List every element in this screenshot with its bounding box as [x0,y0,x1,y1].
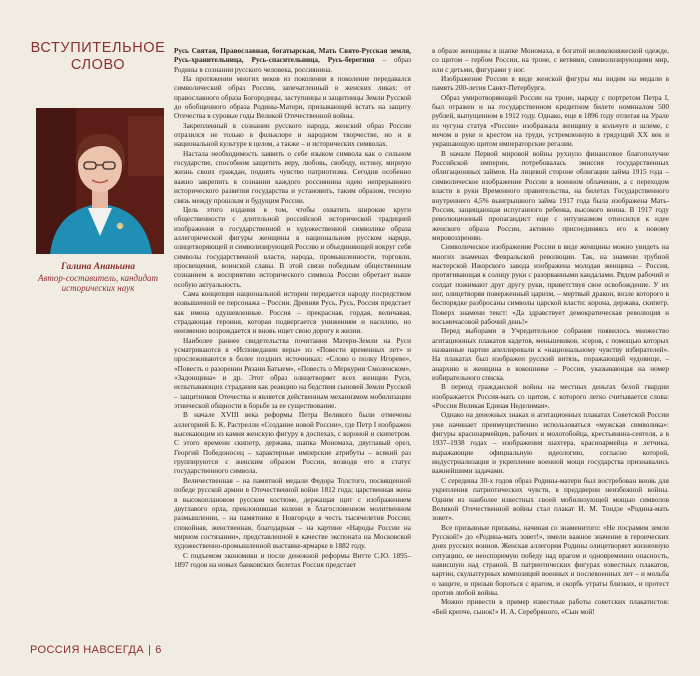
paragraph: В начале Первой мировой войны рухнуло финансовое благополучие Российской империи, потребовалась эмиссия государственных облигационных займов. На лицевой стороне облигации займа 1915 года – символическое изображение России в военном облачении, а с переходом власти в руки Временного правительства, на билетах Государственного внутреннего 4,5% выигрышного займа 1917 года была изображена Мать-Россия, защищающая испуганного ребенка, высокого воина. В 1917 году революционный пропагандист еще с энтузиазмом относился к идее женского образа России, активно присоединяясь его к новому мировоззрению. [432,149,669,242]
paragraph: Наиболее раннее свидетельства почитания Матери-Земли на Руси усматриваются в «Исповедании веры» из «Повести временных лет» и прослеживаются в более поздних источниках: «Слово о полку Игореве», «Повесть о разорении Рязани Батыем», «Повесть о Меркурии Смоленском», «Задонщина» и др. Этот образ олицетворяет всех женщин Руси, испытывающих страдания как реакцию на бедствия сыновей Земли Русской – защитников Отечества и является действенным механизмом мобилизации этнической общности в борьбе за ее существование. [174,336,411,411]
section-title [28,40,168,74]
text-column-1 [174,47,411,570]
paragraph: Однако на денежных знаках и агитационных плакатах Советской России уже начинает преимущественно использоваться «мужская символика»: фигуры красноармейцев, рабочих и молотобойца, крестьянина-сеятеля, а в 1937–1938 годах – изображения шахтера, красноармейца и летчика, выражающие официальную идеологию, согласно которой, индустриализация и укрепление военной мощи государства признавались важнейшими задачами. [432,411,669,476]
paragraph: С середины 30-х годов образ Родины-матери был востребован вновь для укрепления патриотических чувств, в преддверии неизбежной войны. Одним из наиболее известных своей мобилизующей мощью символов Великой Отечественной войны стал плакат И. М. Тоидзе «Родина-мать зовет». [432,476,669,523]
section-title-line-1: ВСТУПИТЕЛЬНОЕ [30,40,166,56]
section-title-line-2: СЛОВО [70,57,126,73]
paragraph: Закрепленный в сознании русского народа, женский образ России отразился не только в фольклоре и народном творчестве, но и в национальной культуре в целом, а также – и исторических символах. [174,121,411,149]
paragraph: Величественная – на памятной медали Федора Толстого, посвященной победе русской армии в Отечественной войне 1812 года; царственная жена в высокоплановом русском костюме, держащая щит с изображением двуглавого орла, преклонившая колени в благословенном молитвенном размышлении, – на памятнике в Новгороде в честь тысячелетия России; спокойная, женственная, благодарная – на картине «Народы России на мирном состязании», представленной в качестве экспоната на Московской художественно-промышленной выставке-ярмарке в 1882 году. [174,476,411,551]
paragraph: Настала необходимость заявить о себе языком символа как о сильном государстве, способном защитить веру, любовь, свободу, истину, мирную жизнь своих граждан, поднять чувство патриотизма. Сегодня особенно важно закрепить в сознании каждого россиянина идею непрерывного исторического развития государства и установить, таким образом, тесную связь между прошлым и будущим России. [174,149,411,205]
footer-title: РОССИЯ НАВСЕГДА [30,644,144,656]
lead-rest: – образ Родины в сознании русского человека, россиянина. [174,56,411,74]
paragraph: Перед выборами в Учредительное собрание появилось множество агитационных плакатов кадетов, меньшевиков, эсеров, с помощью которых названные партии апеллировали к «национальному чувству избирателей». На плакатах был изображен русский витязь, поражающий чудовище, – анархию и женщина в кокошнике – Россия, указывающая на номер избирательного списка. [432,327,669,383]
footer-separator: | [148,644,152,656]
paragraph: Можно привести в пример известные работы советских плакатистов: «Бей крепче, сынок!» И. А. Серебряного, «Сын мой! [432,598,669,616]
paragraph: В период гражданской войны на местных деньгах белой гвардии изображается Россия-мать со щитом, с которого легко считывается слова: «Россия Великая Единая Неделимая». [432,383,669,411]
author-portrait [36,108,164,254]
paragraph: На протяжении многих веков из поколения в поколение передавался символический образ России, запечатленный в женских ликах: от православного образа Богородицы, заступницы и защитницы Земли Русской до обобщенного образа Родины-Матери, призывающей встать на защиту Отечества в суровые годы Великой Отечественной войны. [174,75,411,121]
paragraph: в образе женщины в шапке Мономаха, в богатой великокняжеской одежде, со щитом – гербом России, на троне, с ветвями, символизирующими мир, или с детьми, фигурами у ног. [432,47,669,74]
paragraph: Цель этого издания в том, чтобы охватить широкие круги общественности с длительной российской исторической традицией изображения в государственной и художественной символике образа аллегорической фигуры женщины в национальном русском наряде, олицетворяющей и символизирующей Россию и объединяющей вокруг себя символы государственной власти, народа, промышленности, торговли, просвещения, воинской славы. В этой связи победным общественным сознанием к восприятию исторического символа России обретает выше особую актуальность. [174,205,411,289]
paragraph: Сама концепция национальной истории передается народу посредством возвышенной ее персонажа – России. Древняя Русь, Русь, Россия предстает как имена одушевленные. Россия – прекрасная, гордая, величавая, страдающая героиня, которая подвергается унижениям и насилию, но неизменно возрождается и вновь ищет свою дорогу в жизни. [174,289,411,336]
lead-paragraph [174,47,411,75]
paragraph: Образ умиротворяющей России на троне, наряду с портретом Петра I, был отражен и на государственном кредитном билете номиналом 500 рублей, выпущенном в 1912 году. Однако, еще в 1896 году отлитая на Урале из чугуна статуя «Россия» изображала женщину в кольчуге и шлеме, с мечом в руке и крестом на груди, устремленную в грядущий XX век и украшающую щитом императорские регалии. [432,93,669,149]
lead-bold: Русь Святая, Православная, богатырская, Мать Свято-Русская земля, Русь-хранительница, Русь-спасительница, Русь-берегиня [174,47,411,65]
paragraph: Все призывные призывы, начиная со знаменитого: «Не посрамим земли Русской!» до «Родина-мать зовет!», имели важное значение в героических днях русских воинов. Женская аллегория Родины олицетворяет жизненную ситуацию, ее неоспоримую победу над врагом и одновременно опасность, нависшую над страной. В патриотических фигурах известных плакатов, картин, скульптурных композиций военных и послевоенных лет – и мольба о защите, и призыв бороться с врагом, и скорбь утраты близких, и протест против любой войны. [432,523,669,597]
author-name: Галина Ананьина [60,262,136,272]
text-column-2 [432,47,669,617]
author-role: Автор-составитель, кандидат исторических наук [37,273,159,293]
paragraph: В начале XVIII века реформы Петра Великого были отмечены аллегорией Б. К. Растрелли «Создание новой России», где Петр I изображен высекающим из камня женскую фигуру в доспехах, с короной и скипетром. С этого времени скипетр, держава, шапка Мономаха, двуглавый орел, Георгий Победоносец – характерные имперские атрибуты – всякий раз группируются с женским образом России, возводя его в статус государственного символа. [174,411,411,476]
paragraph: С подъемом экономики и после денежной реформы Витте С.Ю. 1895–1897 годов на новых банковских билетах Россия предстает [174,551,411,569]
paragraph: Изображение России в виде женской фигуры мы видим на медали в память 200-летия Санкт-Петербурга. [432,75,669,93]
paragraph: Символическое изображение России в виде женщины можно увидеть на многих знаменах Февральской революции. Так, на знамени трубной мастерской Ижорского завода изображена молодая женщина – Россия, протягивающая к солнцу руки с разорванными кандалами. Рядом рабочий и солдат пожимают друг другу руки, приветствуя свое освобождение. У их ног, олицетворяя поверженный царизм, – мертвый дракон, возле которого в беспорядке разбросаны символы царской власти: корона, держава, скипетр. Поверх знамени текст: «Да здравствует демократическая революция и восьмичасовой рабочий день!» [432,243,669,326]
page-number: 6 [155,644,162,656]
page-footer [30,644,162,656]
author-portrait-illustration [36,108,164,254]
sidebar [28,40,168,293]
